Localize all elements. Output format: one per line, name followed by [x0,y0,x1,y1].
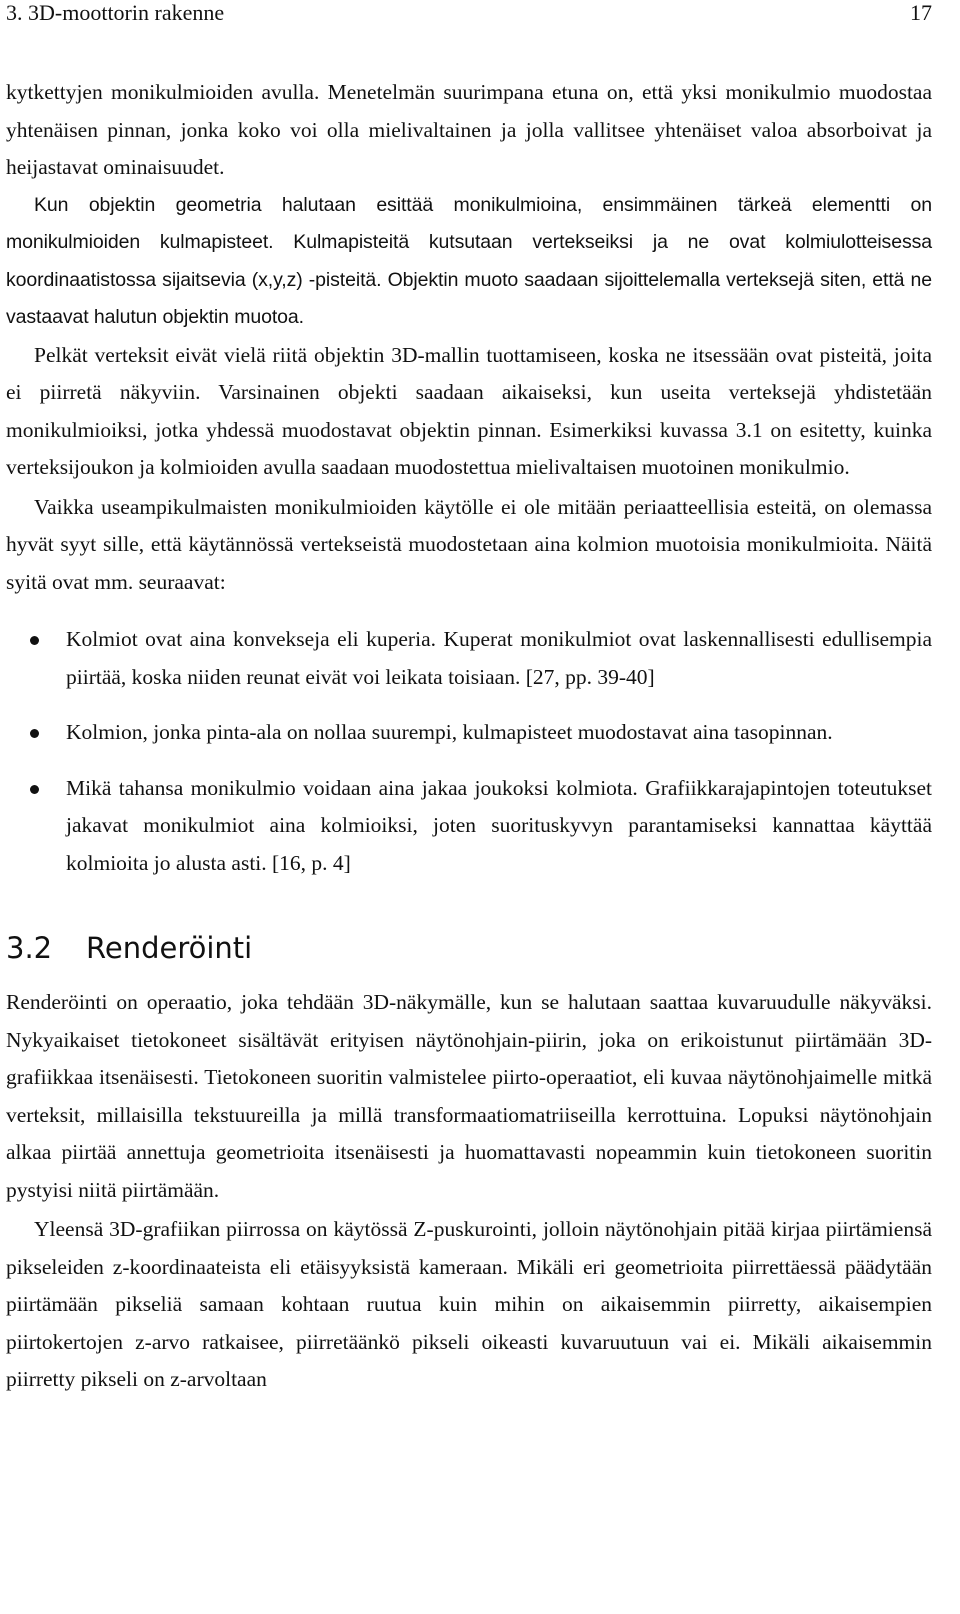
bullet-icon [30,729,39,738]
list-item [6,770,932,883]
bullet-list [6,621,932,882]
bullet-icon [30,785,39,794]
list-item [6,621,932,696]
list-item-text: Kolmion, jonka pinta-ala on nollaa suurempi, kulmapisteet muodostavat aina tasopinnan. [66,720,833,744]
bullet-icon [30,636,39,645]
body-text [6,74,932,1399]
document-page [6,0,932,1399]
list-item-text: Mikä tahansa monikulmio voidaan aina jakaa joukoksi kolmiota. Grafiikkarajapintojen toteutukset jakavat monikulmiot aina kolmioiksi, joten suorituskyvyn parantamiseksi kannattaa käyttää kolmioita jo alusta asti. [16, p. 4] [66,775,932,875]
section-title: Renderöinti [86,931,253,965]
paragraph: Vaikka useampikulmaisten monikulmioiden käytölle ei ole mitään periaatteellisia esteitä, on olemassa hyvät syyt sille, että käytännössä vertekseistä muodostetaan aina kolmion muotoisia monikulmioita. Näitä syitä ovat mm. seuraavat: [6,494,932,594]
paragraph: Kun objektin geometria halutaan esittää monikulmioina, ensimmäinen tärkeä elementti on monikulmioiden kulmapisteet. Kulmapisteitä kutsutaan vertekseiksi ja ne ovat kolmiulotteisessa koordinaatistossa sijaitsevia (x,y,z) -pisteitä. Objektin muoto saadaan sijoittelemalla verteksejä siten, että ne vastaavat halutun objektin muotoa. [6,193,932,328]
list-item [6,714,932,752]
list-item-text: Kolmiot ovat aina konvekseja eli kuperia. Kuperat monikulmiot ovat laskennallisesti edullisempia piirtää, koska niiden reunat eivät voi leikata toisiaan. [27, pp. 39-40] [66,627,932,689]
section-heading [6,928,932,968]
running-header [6,0,932,26]
page-number: 17 [910,0,932,25]
chapter-title: 3. 3D-moottorin rakenne [6,0,225,25]
section-number: 3.2 [6,931,53,965]
paragraph: Renderöinti on operaatio, joka tehdään 3D-näkymälle, kun se halutaan saattaa kuvaruudulle näkyväksi. Nykyaikaiset tietokoneet sisältävät erityisen näytönohjain-piirin, joka on erikoistunut piirtämään 3D-grafiikkaa itsenäisesti. Tietokoneen suoritin valmistelee piirto-operaatiot, eli kuvaa näytönohjaimelle mitkä verteksit, millaisilla tekstuureilla ja millä transformaatiomatriiseilla kerrottuina. Lopuksi näytönohjain alkaa piirtää annettuja geometrioita itsenäisesti ja huomattavasti nopeammin kuin tietokoneen suoritin pystyisi niitä piirtämään. [6,990,932,1202]
paragraph: Yleensä 3D-grafiikan piirrossa on käytössä Z-puskurointi, jolloin näytönohjain pitää kirjaa piirtämiensä pikseleiden z-koordinaateista eli etäisyyksistä kameraan. Mikäli eri geometrioita piirrettäessä päädytään piirtämään pikseliä samaan kohtaan ruutua kuin mihin on aikaisemmin piirretty, aikaisempien piirtokertojen z-arvo ratkaisee, piirretäänkö pikseli oikeasti kuvaruutuun vai ei. Mikäli aikaisemmin piirretty pikseli on z-arvoltaan [6,1217,932,1391]
paragraph: Pelkät verteksit eivät vielä riitä objektin 3D-mallin tuottamiseen, koska ne itsessään ovat pisteitä, joita ei piirretä näkyviin. Varsinainen objekti saadaan aikaiseksi, kun useita verteksejä yhdistetään monikulmioiksi, jotka yhdessä muodostavat objektin pinnan. Esimerkiksi kuvassa 3.1 on esitetty, kuinka verteksijoukon ja kolmioiden avulla saadaan muodostettua mielivaltaisen muotoinen monikulmio. [6,342,932,479]
paragraph: kytkettyjen monikulmioiden avulla. Menetelmän suurimpana etuna on, että yksi monikulmio muodostaa yhtenäisen pinnan, jonka koko voi olla mielivaltainen ja jolla vallitsee yhtenäiset valoa absorboivat ja heijastavat ominaisuudet. [6,80,932,179]
